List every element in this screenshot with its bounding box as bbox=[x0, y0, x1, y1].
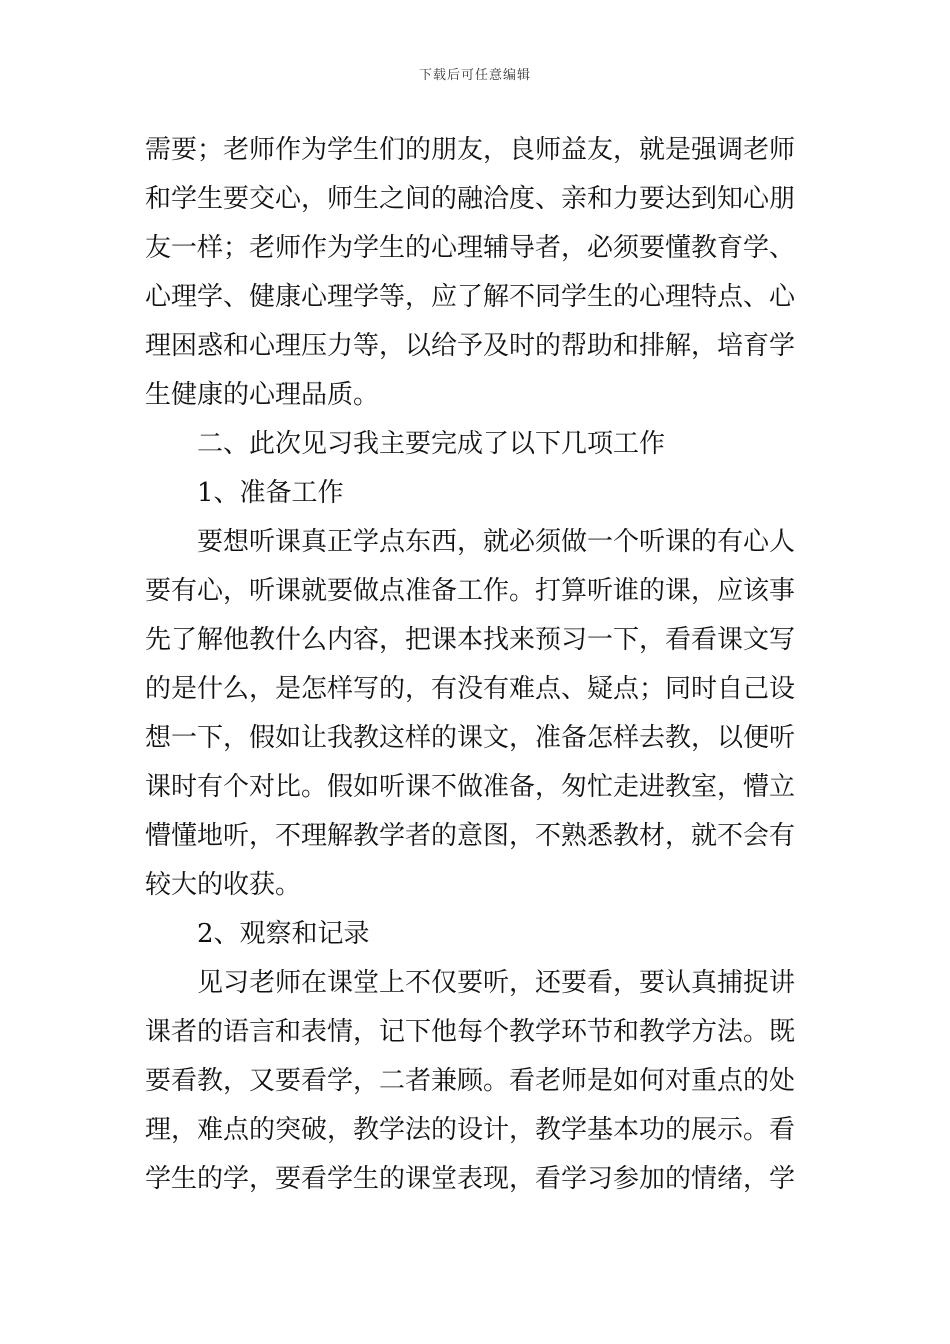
text-line: 和学生要交心，师生之间的融洽度、亲和力要达到知心朋 bbox=[145, 184, 796, 214]
text-line: 生健康的心理品质。 bbox=[145, 380, 380, 410]
text-line: 要看教，又要看学，二者兼顾。看老师是如何对重点的处 bbox=[145, 1066, 796, 1096]
subsection-heading: 1、准备工作 bbox=[197, 478, 344, 508]
text-line: 懵懂地听，不理解教学者的意图，不熟悉教材，就不会有 bbox=[145, 821, 796, 851]
header-note: 下载后可任意编辑 bbox=[418, 68, 531, 83]
text-line: 心理学、健康心理学等，应了解不同学生的心理特点、心 bbox=[145, 282, 796, 312]
text-line: 友一样；老师作为学生的心理辅导者，必须要懂教育学、 bbox=[145, 233, 796, 263]
document-body bbox=[145, 126, 805, 1204]
text-line: 的是什么，是怎样写的，有没有难点、疑点；同时自己设 bbox=[145, 674, 796, 704]
text-line: 课者的语言和表情，记下他每个教学环节和教学方法。既 bbox=[145, 1017, 796, 1047]
text-line: 学生的学，要看学生的课堂表现，看学习参加的情绪，学 bbox=[145, 1164, 796, 1194]
text-line: 需要；老师作为学生们的朋友，良师益友，就是强调老师 bbox=[145, 135, 796, 165]
paragraph-start: 要想听课真正学点东西，就必须做一个听课的有心人 bbox=[197, 527, 796, 557]
text-line: 要有心，听课就要做点准备工作。打算听谁的课，应该事 bbox=[145, 576, 796, 606]
paragraph-start: 见习老师在课堂上不仅要听，还要看，要认真捕捉讲 bbox=[197, 968, 796, 998]
text-line: 先了解他教什么内容，把课本找来预习一下，看看课文写 bbox=[145, 625, 796, 655]
text-line: 理困惑和心理压力等，以给予及时的帮助和排解，培育学 bbox=[145, 331, 796, 361]
subsection-heading: 2、观察和记录 bbox=[197, 919, 370, 949]
section-heading: 二、此次见习我主要完成了以下几项工作 bbox=[197, 429, 666, 459]
text-line: 理，难点的突破，教学法的设计，教学基本功的展示。看 bbox=[145, 1115, 796, 1145]
text-line: 课时有个对比。假如听课不做准备，匆忙走进教室，懵立 bbox=[145, 772, 796, 802]
text-line: 想一下，假如让我教这样的课文，准备怎样去教，以便听 bbox=[145, 723, 796, 753]
text-line: 较大的收获。 bbox=[145, 870, 302, 900]
